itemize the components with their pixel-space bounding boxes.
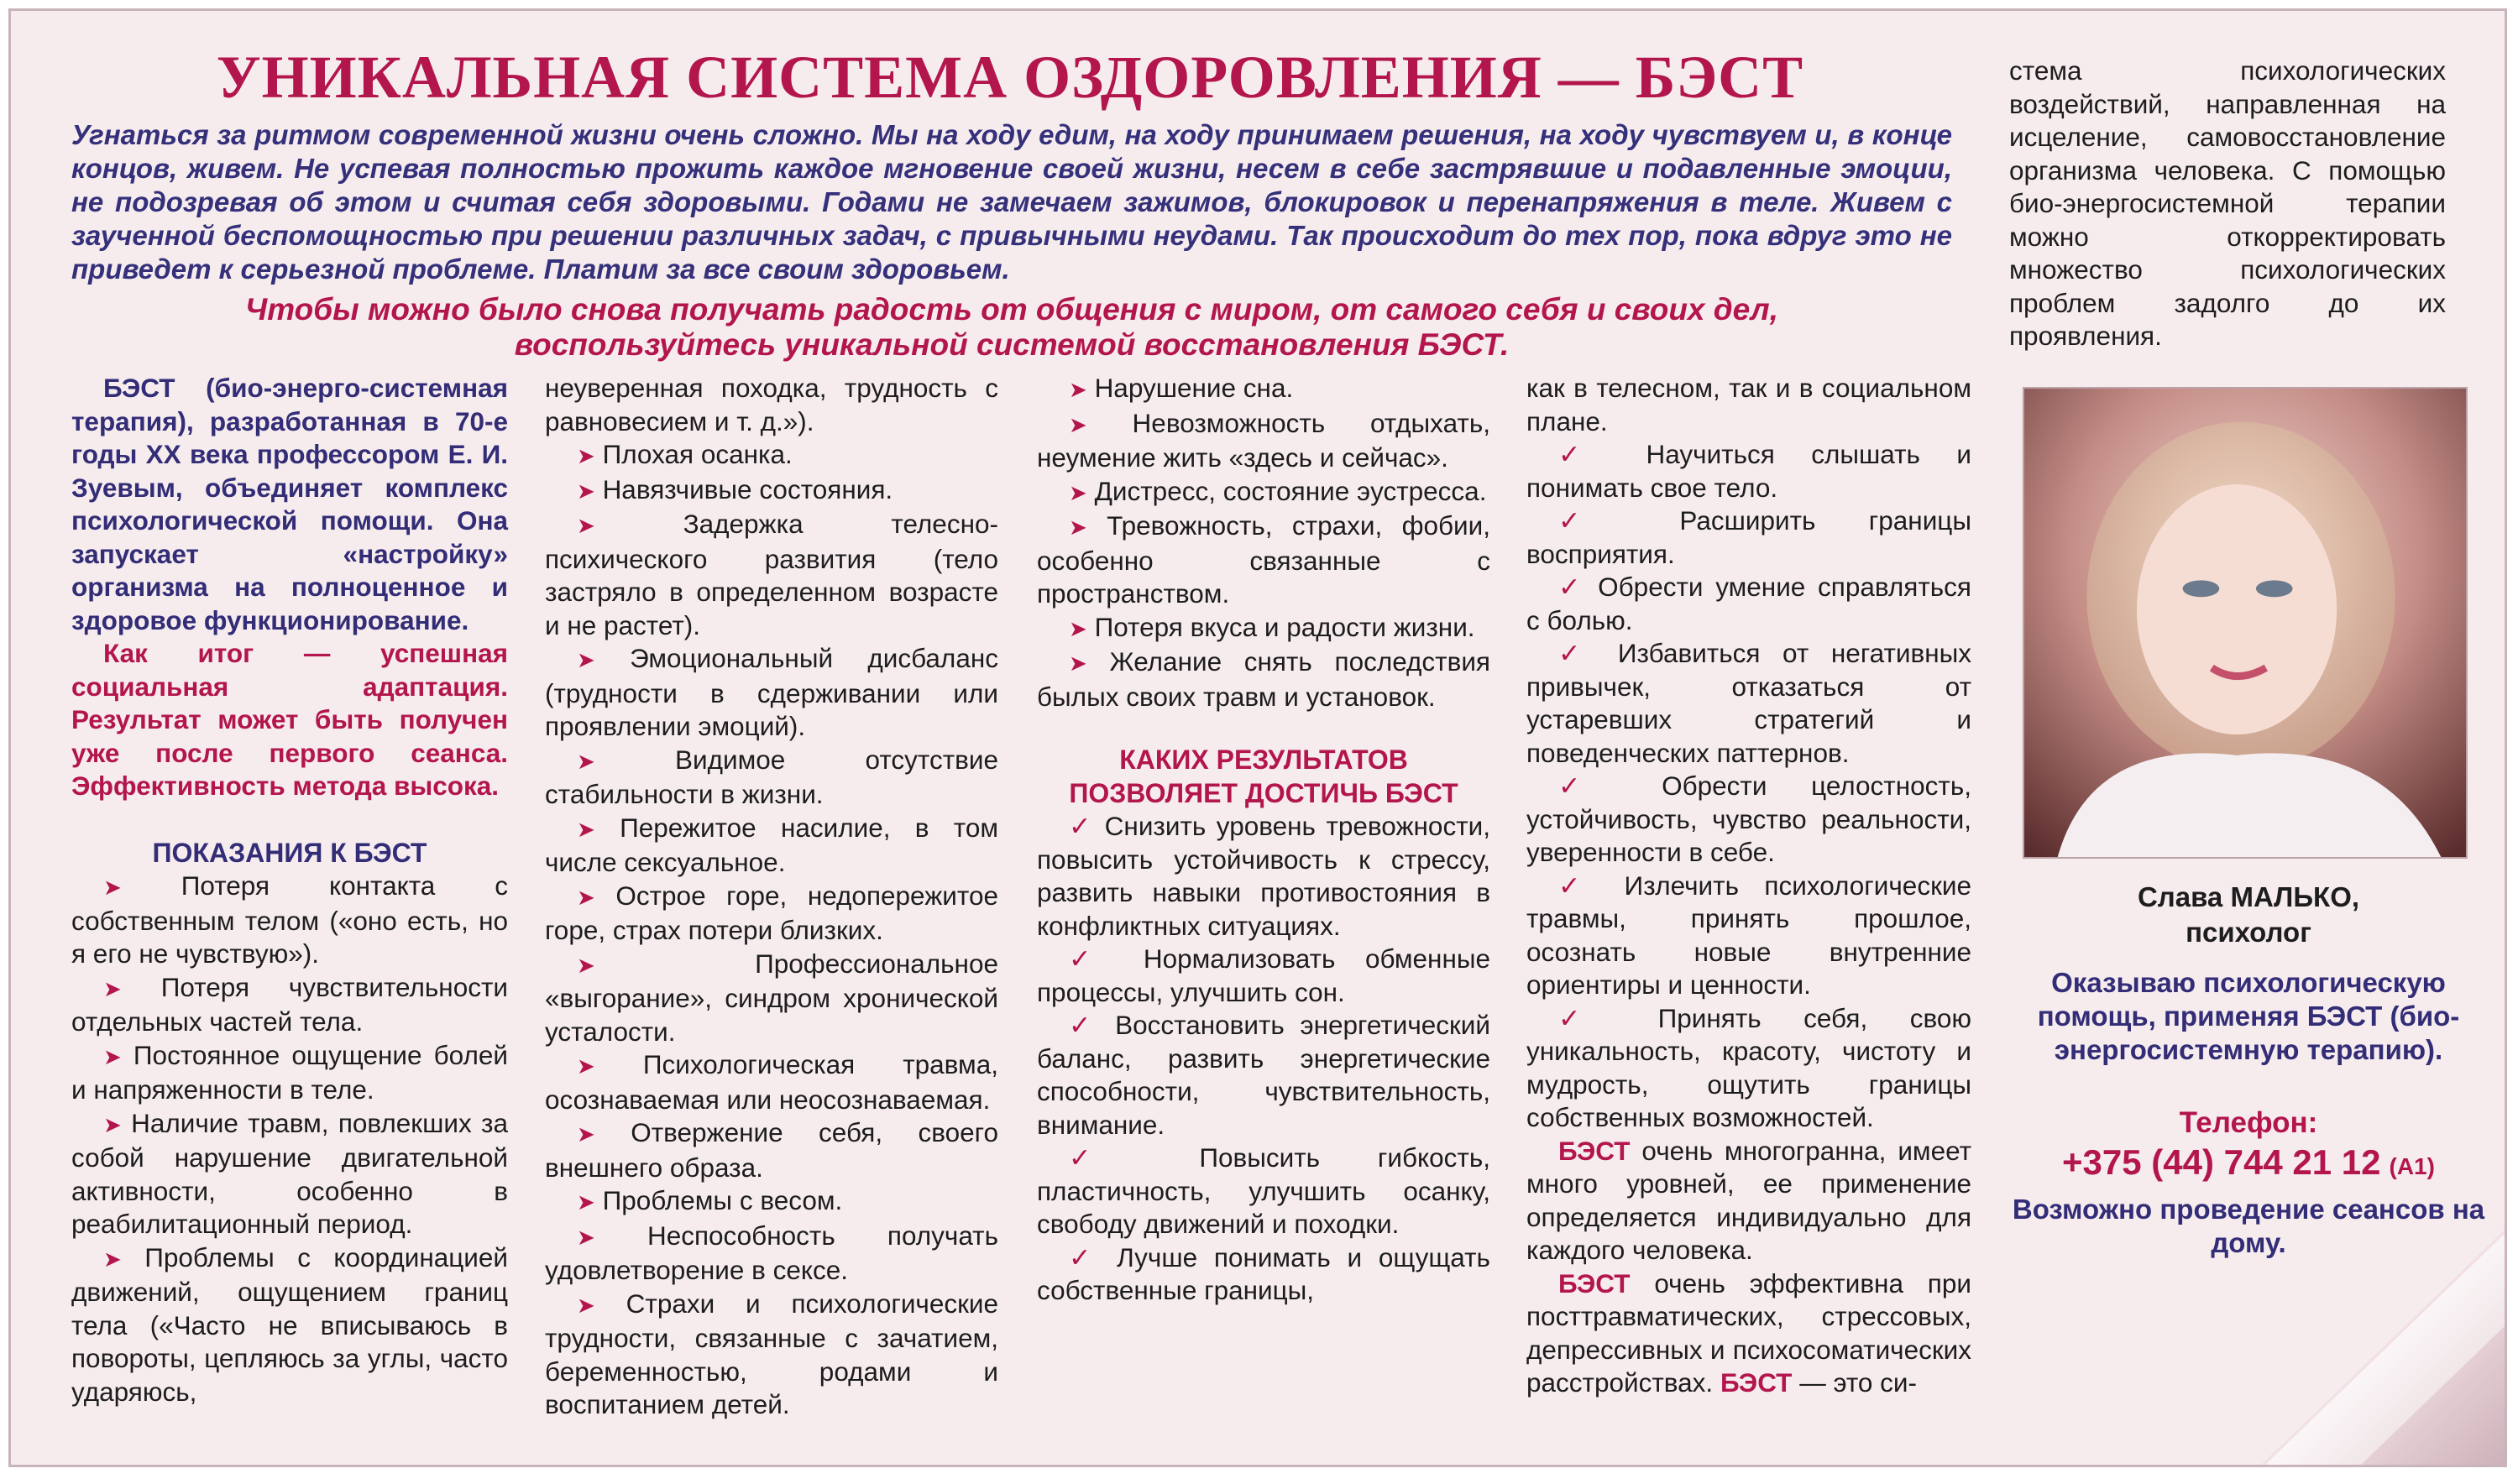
arrow-icon: ➤ xyxy=(103,1043,122,1069)
column-3 xyxy=(1037,372,1490,1308)
list-item: ➤ Потеря контакта с собственным телом («оно есть, но я его не чувствую»). xyxy=(71,870,508,969)
arrow-icon: ➤ xyxy=(577,884,595,910)
best-description: БЭСТ (био-энерго-системная терапия), разработанная в 70-е годы XX века профессором Е. И. Зуевым, объединяет комплекс психологической помощи. Она запускает «настройку» организма на полноценное и здоровое функционирование. xyxy=(71,373,508,635)
result-item: ✓ Излечить психологические травмы, принять прошлое, осознать новые внутренние ориентиры и ценности. xyxy=(1526,870,1971,1000)
result-item: ✓ Расширить границы восприятия. xyxy=(1526,505,1971,569)
arrow-icon: ➤ xyxy=(1069,377,1087,402)
check-icon: ✓ xyxy=(1558,638,1596,668)
list-item: ➤ Постоянное ощущение болей и напряженности в теле. xyxy=(71,1039,508,1105)
list-item: ➤ Эмоциональный дисбаланс (трудности в сдерживании или проявлении эмоций). xyxy=(545,643,998,741)
list-item: ➤ Дистресс, состояние эустресса. xyxy=(1069,475,1487,506)
arrow-icon: ➤ xyxy=(1069,479,1087,505)
list-item: ➤ Навязчивые состояния. xyxy=(577,473,893,504)
phone-digits: +375 (44) 744 21 12 xyxy=(2062,1142,2381,1182)
author-role: психолог xyxy=(2186,917,2311,948)
list-item: ➤ Плохая осанка. xyxy=(577,439,793,469)
list-item: ➤ Наличие травм, повлекших за собой нарушение двигательной активности, особенно в реабилитационный период. xyxy=(71,1107,508,1239)
arrow-icon: ➤ xyxy=(577,952,595,978)
list-item: ➤ Потеря вкуса и радости жизни. xyxy=(1069,611,1475,642)
author-name: Слава МАЛЬКО, xyxy=(2137,881,2360,912)
arrow-icon: ➤ xyxy=(577,748,595,774)
results-heading xyxy=(1037,744,1490,810)
portrait-image xyxy=(2024,389,2466,857)
arrow-icon: ➤ xyxy=(1069,615,1087,641)
indications-heading: ПОКАЗАНИЯ К БЭСТ xyxy=(152,837,427,868)
check-icon: ✓ xyxy=(1069,811,1095,841)
result-item: ✓ Снизить уровень тревожности, повысить устойчивость к стрессу, развить навыки противостояния в конфликтных ситуациях. xyxy=(1037,811,1490,941)
list-item: ➤ Невозможность отдыхать, неумение жить «здесь и сейчас». xyxy=(1037,407,1490,473)
arrow-icon: ➤ xyxy=(1069,515,1087,540)
check-icon: ✓ xyxy=(1069,1142,1142,1173)
best-effective: БЭСТ очень эффективна при посттравматических, стрессовых, депрессивных и психосоматических расстройствах. БЭСТ — это си- xyxy=(1526,1267,1971,1398)
arrow-icon: ➤ xyxy=(577,1053,595,1079)
list-item: ➤ Желание снять последствия былых своих травм и установок. xyxy=(1037,646,1490,712)
result-item: ✓ Принять себя, свою уникальность, красоту, чистоту и мудрость, ощутить границы собственных возможностей. xyxy=(1526,1002,1971,1132)
column-4 xyxy=(1526,372,1971,1400)
results-heading-line-2: ПОЗВОЛЯЕТ ДОСТИЧЬ БЭСТ xyxy=(1069,777,1458,808)
list-item: ➤ Пережитое насилие, в том числе сексуальное. xyxy=(545,812,998,877)
portrait-photo xyxy=(2023,387,2468,859)
check-icon: ✓ xyxy=(1558,870,1599,901)
arrow-icon: ➤ xyxy=(103,975,122,1001)
list-item: ➤ Острое горе, недопережитое горе, страх потери близких. xyxy=(545,880,998,945)
result-item-continued: как в телесном, так и в социальном плане. xyxy=(1526,373,1971,436)
newspaper-page xyxy=(8,8,2507,1467)
check-icon: ✓ xyxy=(1558,505,1626,536)
list-item: ➤ Нарушение сна. xyxy=(1069,373,1294,403)
list-item: ➤ Видимое отсутствие стабильности в жизни. xyxy=(545,744,998,809)
arrow-icon: ➤ xyxy=(103,1111,122,1137)
arrow-icon: ➤ xyxy=(103,875,122,900)
list-item: ➤ Профессиональное «выгорание», синдром хронической усталости. xyxy=(545,948,998,1047)
check-icon: ✓ xyxy=(1558,572,1586,602)
result-item: ✓ Повысить гибкость, пластичность, улучшить осанку, свободу движений и походки. xyxy=(1037,1142,1490,1239)
author-signature xyxy=(2009,880,2488,950)
arrow-icon: ➤ xyxy=(577,1292,595,1318)
check-icon: ✓ xyxy=(1069,1010,1100,1040)
call-line-2: воспользуйтесь уникальной системой восстановления БЭСТ. xyxy=(514,327,1510,362)
results-heading-line-1: КАКИХ РЕЗУЛЬТАТОВ xyxy=(1119,745,1408,775)
result-item: ✓ Обрести умение справляться с болью. xyxy=(1526,572,1971,635)
call-to-action xyxy=(71,292,1952,363)
arrow-icon: ➤ xyxy=(1069,651,1087,676)
best-multifaceted: БЭСТ очень многогранна, имеет много уровней, ее применение определяется индивидуально для каждого человека. xyxy=(1526,1135,1971,1265)
list-item: ➤ Психологическая травма, осознаваемая или неосознаваемая. xyxy=(545,1049,998,1115)
arrow-icon: ➤ xyxy=(103,1246,122,1272)
list-item: ➤ Страхи и психологические трудности, связанные с зачатием, беременностью, родами и воспитанием детей. xyxy=(545,1288,998,1419)
result-item: ✓ Лучше понимать и ощущать собственные границы, xyxy=(1037,1241,1490,1305)
result-paragraph: Как итог — успешная социальная адаптация. Результат может быть получен уже после первого сеанса. Эффективность метода высока. xyxy=(71,638,508,801)
arrow-icon: ➤ xyxy=(577,513,595,538)
sidebar-continued-text: стема психологических воздействий, направленная на исцеление, самовосстановление организма человека. С помощью био-энергосистемной терапии можно откорректировать множество психологических проблем задолго до их проявления. xyxy=(2009,55,2446,351)
list-item: ➤ Неспособность получать удовлетворение в сексе. xyxy=(545,1220,998,1285)
result-item: ✓ Научиться слышать и понимать свое тело. xyxy=(1526,439,1971,503)
list-item: ➤ Отвержение себя, своего внешнего образа. xyxy=(545,1117,998,1183)
list-item: ➤ Потеря чувствительности отдельных частей тела. xyxy=(71,971,508,1037)
arrow-icon: ➤ xyxy=(577,1189,595,1215)
page-title: УНИКАЛЬНАЯ СИСТЕМА ОЗДОРОВЛЕНИЯ — БЭСТ xyxy=(216,44,1804,111)
result-item: ✓ Нормализовать обменные процессы, улучшить сон. xyxy=(1037,943,1490,1007)
phone-operator: (А1) xyxy=(2389,1153,2435,1179)
arrow-icon: ➤ xyxy=(577,478,595,504)
result-item: ✓ Избавиться от негативных привычек, отказаться от устаревших стратегий и поведенческих паттернов. xyxy=(1526,638,1971,768)
intro-paragraph: Угнаться за ритмом современной жизни очень сложно. Мы на ходу едим, на ходу принимаем решения, на ходу чувствуем и, в конце концов, живем. Не успевая полностью прожить каждое мгновение своей жизни, несем в себе застрявшие и подавленные эмоции, не подозревая об этом и считая себя здоровыми. Годами не замечаем зажимов, блокировок и перенапряжения в теле. Живем с заученной беспомощностью при решении различных задач, с привычными неудами. Так происходит до тех пор, пока вдруг это не приведет к серьезной проблеме. Платим за все своим здоровьем. xyxy=(71,119,1952,285)
result-item: ✓ Восстановить энергетический баланс, развить энергетические способности, чувствительность, внимание. xyxy=(1037,1010,1490,1140)
column-2 xyxy=(545,372,998,1422)
check-icon: ✓ xyxy=(1069,943,1114,974)
arrow-icon: ➤ xyxy=(577,647,595,672)
list-item: ➤ Проблемы с координацией движений, ощущением границ тела («Часто не вписываюсь в повороты, цепляюсь за углы, часто ударяюсь, xyxy=(71,1241,508,1407)
service-offer: Оказываю психологическую помощь, применяя БЭСТ (био-энергосистемную терапию). xyxy=(2037,967,2460,1065)
home-sessions-note: Возможно проведение сеансов на дому. xyxy=(2012,1194,2485,1258)
call-line-1: Чтобы можно было снова получать радость от общения с миром, от самого себя и своих дел, xyxy=(245,292,1778,327)
list-item: ➤ Задержка телесно-психического развития (тело застряло в определенном возрасте и не растет). xyxy=(545,509,998,640)
phone-label: Телефон: xyxy=(2179,1106,2318,1139)
arrow-icon: ➤ xyxy=(577,443,595,468)
list-item: ➤ Проблемы с весом. xyxy=(577,1185,843,1215)
list-item-continued: неуверенная походка, трудность с равновесием и т. д.»). xyxy=(545,373,998,436)
check-icon: ✓ xyxy=(1558,439,1610,469)
result-item: ✓ Обрести целостность, устойчивость, чувство реальности, уверенности в себе. xyxy=(1526,771,1971,867)
arrow-icon: ➤ xyxy=(577,1224,595,1250)
check-icon: ✓ xyxy=(1558,1002,1616,1033)
arrow-icon: ➤ xyxy=(1069,411,1087,437)
check-icon: ✓ xyxy=(1069,1241,1101,1272)
arrow-icon: ➤ xyxy=(577,816,595,842)
check-icon: ✓ xyxy=(1558,771,1618,801)
arrow-icon: ➤ xyxy=(577,1121,595,1147)
column-1 xyxy=(71,372,508,1408)
phone-number xyxy=(2009,1142,2488,1183)
list-item: ➤ Тревожность, страхи, фобии, особенно связанные с пространством. xyxy=(1037,510,1490,609)
